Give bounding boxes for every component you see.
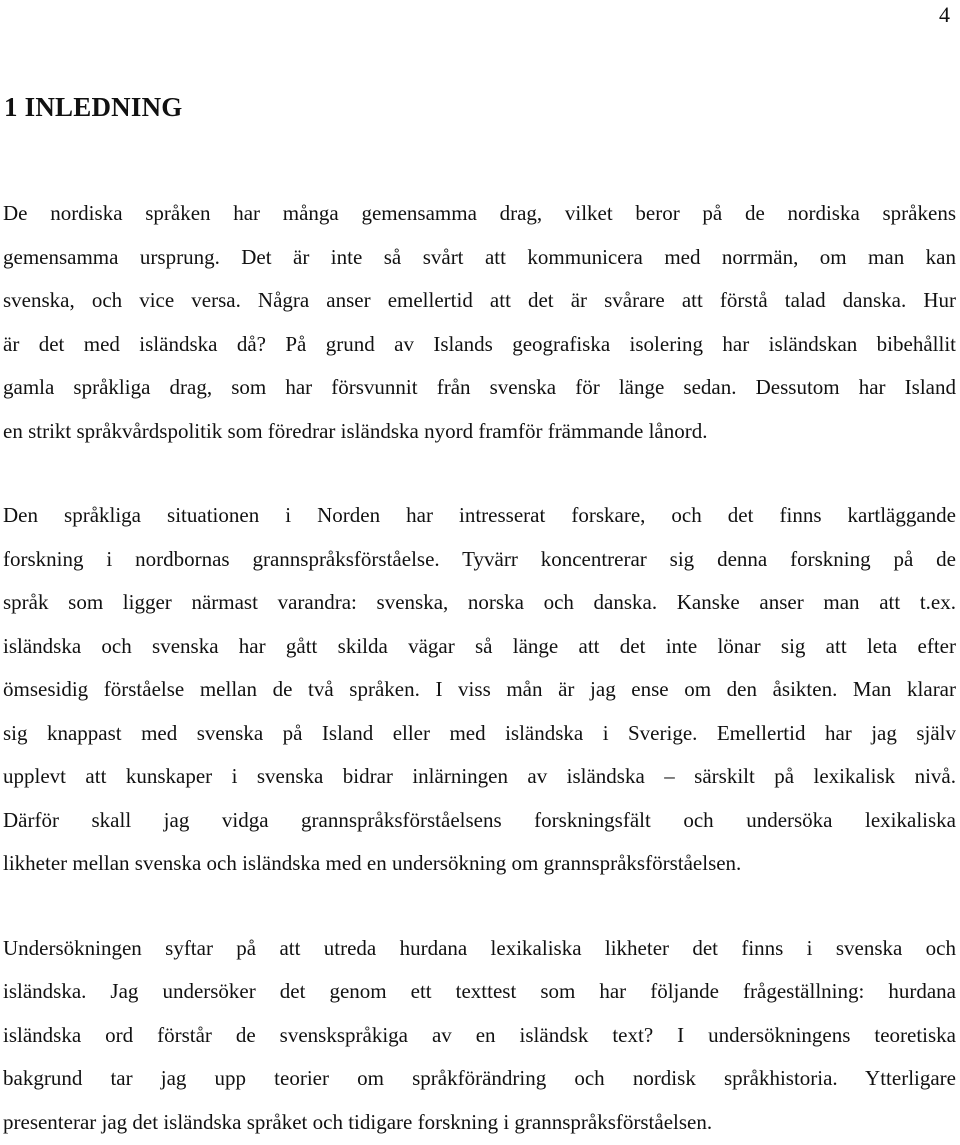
text-line: upplevt att kunskaper i svenska bidrar inlärningen av isländska – särskilt på lexikalisk nivå. [3,764,956,788]
text-line: presenterar jag det isländska språket och tidigare forskning i grannspråksförståelsen. [3,1109,713,1134]
text-line: Därför skall jag vidga grannspråksförståelsens forskningsfält och undersöka lexikaliska [3,807,956,832]
text-line: gamla språkliga drag, som har försvunnit från svenska för länge sedan. Dessutom har Island [3,375,956,399]
text-line: språk som ligger närmast varandra: svenska, norska och danska. Kanske anser man att t.ex. [3,590,956,614]
text-line: är det med isländska då? På grund av Islands geografiska isolering har isländskan bibehållit [3,331,956,356]
text-line: isländska. Jag undersöker det genom ett texttest som har följande frågeställning: hurdana [3,979,956,1003]
paragraph [3,927,956,1145]
body-text [3,192,956,1144]
text-line: Den språkliga situationen i Norden har intresserat forskare, och det finns kartläggande [3,503,956,527]
page-number: 4 [939,2,950,27]
text-line: bakgrund tar jag upp teorier om språkförändring och nordisk språkhistoria. Ytterligare [3,1066,956,1090]
paragraph [3,192,956,453]
text-line: likheter mellan svenska och isländska med en undersökning om grannspråksförståelsen. [3,851,742,875]
text-line: svenska, och vice versa. Några anser emellertid att det är svårare att förstå talad danska. Hur [3,288,956,312]
text-line: isländska och svenska har gått skilda vägar så länge att det inte lönar sig att leta efter [3,633,956,658]
text-line: isländska ord förstår de svenskspråkiga av en isländsk text? I undersökningens teoretiska [3,1022,956,1047]
paragraph [3,494,956,886]
text-line: forskning i nordbornas grannspråksförståelse. Tyvärr koncentrerar sig denna forskning på de [3,546,956,571]
text-line: De nordiska språken har många gemensamma drag, vilket beror på de nordiska språkens [3,201,956,225]
text-line: gemensamma ursprung. Det är inte så svårt att kommunicera med norrmän, om man kan [3,244,956,269]
text-line: sig knappast med svenska på Island eller med isländska i Sverige. Emellertid har jag själv [3,720,956,745]
text-line: ömsesidig förståelse mellan de två språken. I viss mån är jag ense om den åsikten. Man klarar [3,677,956,701]
text-line: Undersökningen syftar på att utreda hurdana lexikaliska likheter det finns i svenska och [3,935,956,960]
chapter-heading: 1 INLEDNING [4,92,183,122]
text-line: en strikt språkvårdspolitik som föredrar isländska nyord framför främmande lånord. [3,418,708,443]
